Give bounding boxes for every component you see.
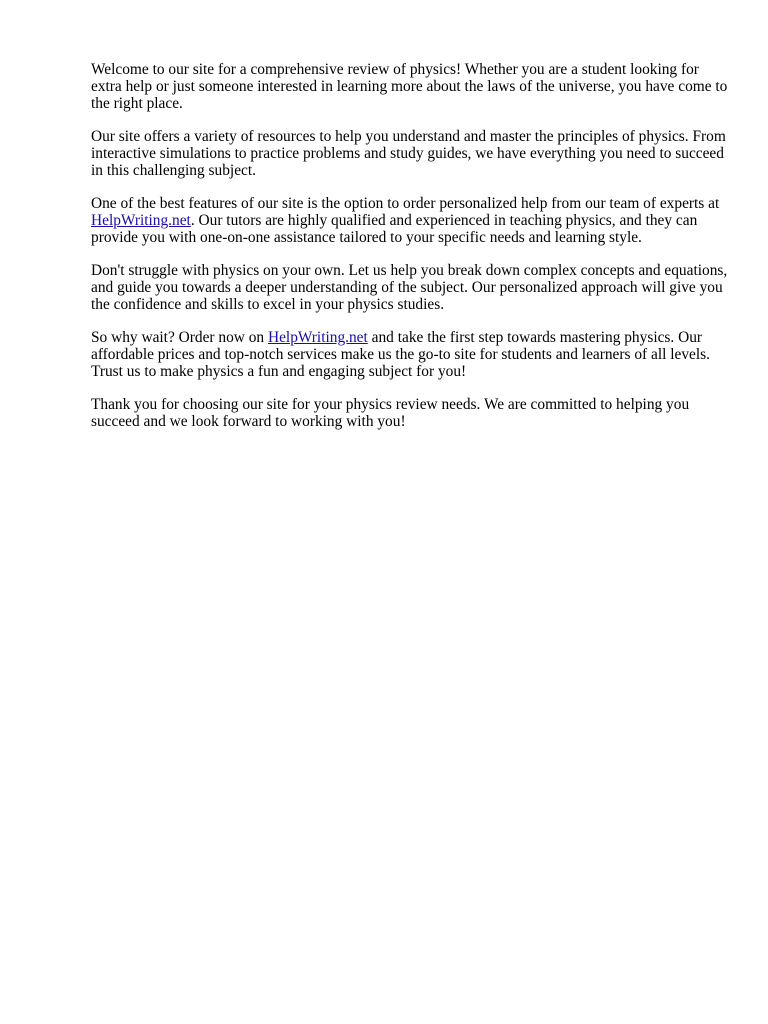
paragraph-text: Our site offers a variety of resources to help you understand and master the principles of physics. From interactive simulations to practice problems and study guides, we have everything you need to succeed in this challenging subject. — [91, 128, 726, 180]
paragraph-dont-struggle — [91, 262, 731, 314]
paragraph-text: Welcome to our site for a comprehensive review of physics! Whether you are a student looking for extra help or just someone interested in learning more about the laws of the universe, you have come to the right place. — [91, 61, 728, 113]
paragraph-resources — [91, 128, 731, 180]
paragraph-text: and take the first step towards mastering physics. Our affordable prices and top-notch services make us the go-to site for students and learners of all levels. Trust us to make physics a fun and engaging subject for you! — [91, 329, 710, 381]
paragraph-text: Thank you for choosing our site for your physics review needs. We are committed to helping you succeed and we look forward to working with you! — [91, 396, 690, 431]
paragraph-text: So why wait? Order now on — [91, 329, 268, 346]
helpwriting-link[interactable]: HelpWriting.net — [91, 212, 191, 230]
paragraph-welcome — [91, 61, 731, 113]
paragraph-text: One of the best features of our site is the option to order personalized help from our team of experts at — [91, 195, 720, 212]
paragraph-text: . Our tutors are highly qualified and experienced in teaching physics, and they can provide you with one-on-one assistance tailored to your specific needs and learning style. — [91, 212, 698, 247]
paragraph-personalized-help — [91, 195, 731, 247]
paragraph-thank-you — [91, 396, 731, 430]
paragraph-order-now — [91, 329, 731, 381]
helpwriting-link[interactable]: HelpWriting.net — [267, 329, 368, 346]
paragraph-text: Don't struggle with physics on your own. Let us help you break down complex concepts and equations, and guide you towards a deeper understanding of the subject. Our personalized approach will give you the confidence and skills to excel in your physics studies. — [91, 262, 728, 314]
